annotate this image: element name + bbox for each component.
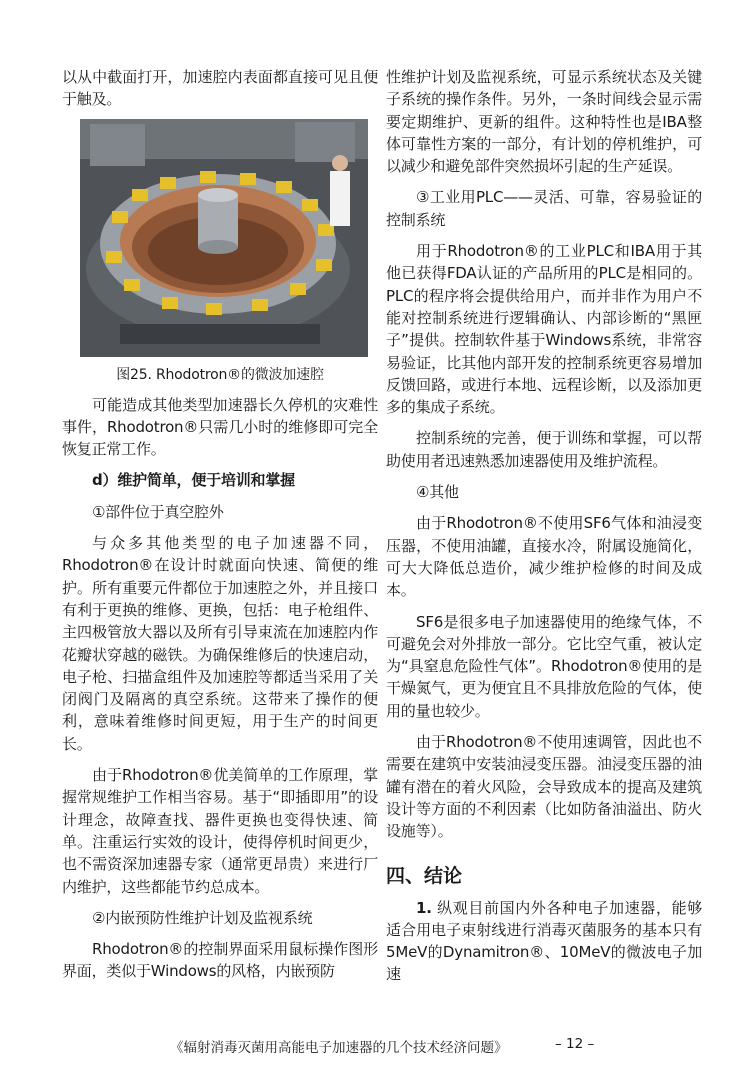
paragraph: SF6是很多电子加速器使用的绝缘气体，不可避免会对外排放一部分。它比空气重，被认定为“具窒息危险性气体”。Rhodotron®使用的是干燥氮气，更为便宜且不具排放危险的气体，使用的量也较少。 bbox=[386, 612, 702, 720]
paragraph-text: 纵观目前国内外各种电子加速器，能够适合用电子束射线进行消毒灭菌服务的基本只有5MeV的Dynamitron®、10MeV的微波电子加速 bbox=[386, 898, 702, 984]
left-column bbox=[62, 66, 378, 983]
right-column bbox=[386, 66, 702, 986]
paragraph: 用于Rhodotron®的工业PLC和IBA用于其他已获得FDA认证的产品所用的PLC是相同的。PLC的程序将会提供给用户，而并非作为用户不能对控制系统进行逻辑确认、内部诊断的“黑匣子”提供。控制软件基于Windows系统，非常容易验证，比其他内部开发的控制系统更容易增加反馈回路，或进行本地、远程诊断，以及添加更多的集成子系统。 bbox=[386, 242, 702, 417]
paragraph bbox=[386, 897, 702, 986]
subheading: d）维护简单，便于培训和掌握 bbox=[92, 471, 295, 490]
paragraph: 与众多其他类型的电子加速器不同，Rhodotron®在设计时就面向快速、简便的维护。所有重要元件都位于加速腔之外，并且接口有利于更换的维修、更换，包括：电子枪组件、主四极管放大器以及所有引导束流在加速腔内作花瓣状穿越的磁铁。为确保维修后的快速启动，电子枪、扫描盒组件及加速腔等都适当采用了关闭阀门及隔离的真空系统。这带来了操作的便利，意味着维修时间更短，用于生产的时间更长。 bbox=[62, 534, 378, 753]
list-number: 1. bbox=[416, 898, 432, 917]
paragraph: 性维护计划及监视系统，可显示系统状态及关键子系统的操作条件。另外，一条时间线会显示需要定期维护、更新的组件。这种特性也是IBA整体可靠性方案的一部分，有计划的停机维护，可以减少和避免部件突然损坏引起的生产延误。 bbox=[386, 68, 702, 176]
section-title: 四、结论 bbox=[386, 864, 463, 887]
subheading: ④其他 bbox=[416, 483, 459, 502]
paragraph: 由于Rhodotron®不使用速调管，因此也不需要在建筑中安装油浸变压器。油浸变压器的油罐有潜在的着火风险，会导致成本的提高及建筑设计等方面的不利因素（比如防备油溢出、防火设施等）。 bbox=[386, 733, 702, 841]
accelerator-photo bbox=[80, 119, 368, 357]
paragraph: 由于Rhodotron®不使用SF6气体和油浸变压器，不使用油罐，直接水冷，附属设施简化，可大大降低总造价，减少维护检修的时间及成本。 bbox=[386, 514, 702, 600]
paragraph: 控制系统的完善，便于训练和掌握，可以帮助使用者迅速熟悉加速器使用及维护流程。 bbox=[386, 429, 702, 470]
figure-caption: 图25. Rhodotron®的微波加速腔 bbox=[116, 366, 324, 383]
subheading: ③工业用PLC——灵活、可靠，容易验证的控制系统 bbox=[386, 188, 702, 229]
paragraph: 以从中截面打开，加速腔内表面都直接可见且便于触及。 bbox=[62, 68, 378, 109]
subheading: ①部件位于真空腔外 bbox=[92, 502, 224, 521]
paragraph: Rhodotron®的控制界面采用鼠标操作图形界面，类似于Windows的风格，内嵌预防 bbox=[62, 940, 378, 981]
subheading: ②内嵌预防性维护计划及监视系统 bbox=[92, 908, 313, 927]
paragraph: 由于Rhodotron®优美简单的工作原理，掌握常规维护工作相当容易。基于“即插即用”的设计理念，故障查找、器件更换也变得快速、简单。注重运行实效的设计，使得停机时间更少，也不需资深加速器专家（通常更昂贵）来进行厂内维护，这些都能节约总成本。 bbox=[62, 766, 378, 896]
paragraph: 可能造成其他类型加速器长久停机的灾难性事件，Rhodotron®只需几小时的维修即可完全恢复正常工作。 bbox=[62, 395, 378, 459]
page-number: – 12 – bbox=[555, 1036, 595, 1052]
rhodotron-cavity-illustration bbox=[80, 119, 368, 357]
footer-title: 《辐射消毒灭菌用高能电子加速器的几个技术经济问题》 bbox=[170, 1040, 508, 1056]
